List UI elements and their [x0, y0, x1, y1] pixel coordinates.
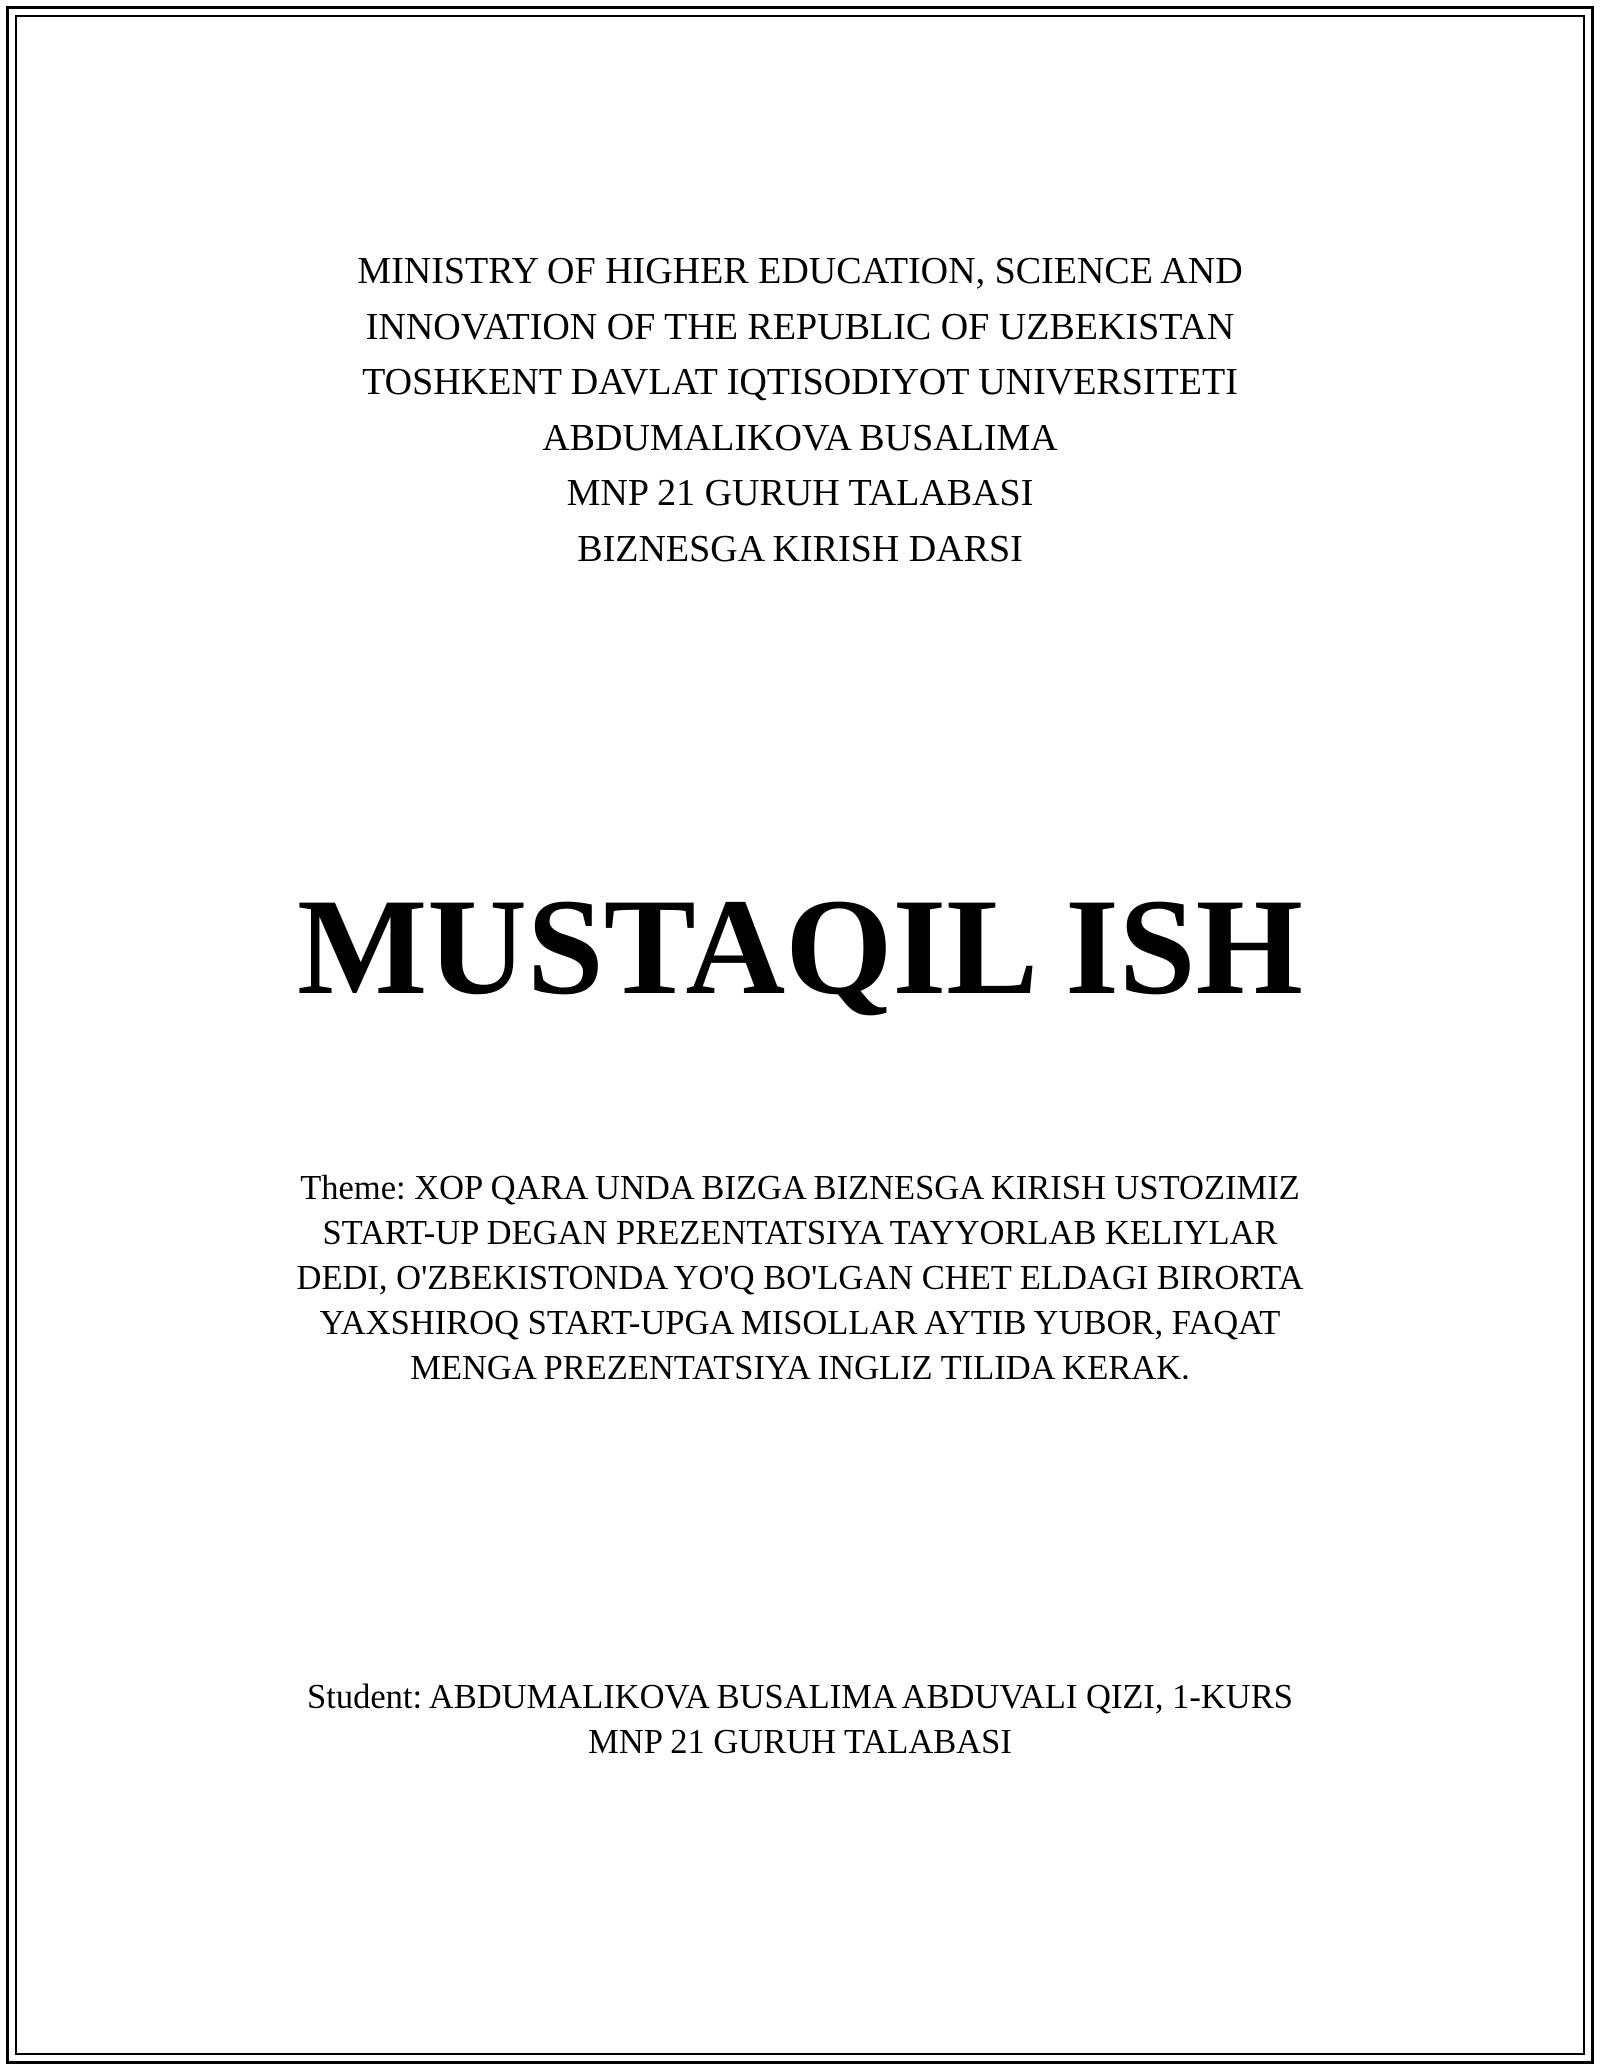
header-line-ministry-2: INNOVATION OF THE REPUBLIC OF UZBEKISTAN	[365, 305, 1235, 348]
theme-line-4: YAXSHIROQ START-UPGA MISOLLAR AYTIB YUBOR, FAQAT	[319, 1304, 1281, 1342]
theme-line-5: MENGA PREZENTATSIYA INGLIZ TILIDA KERAK.	[410, 1349, 1190, 1387]
header-line-ministry-1: MINISTRY OF HIGHER EDUCATION, SCIENCE AND	[357, 250, 1243, 292]
theme-line-1: Theme: XOP QARA UNDA BIZGA BIZNESGA KIRISH USTOZIMIZ	[300, 1169, 1300, 1207]
header-line-group: MNP 21 GURUH TALABASI	[566, 472, 1034, 514]
student-line-2: MNP 21 GURUH TALABASI	[588, 1723, 1012, 1761]
theme-section	[0, 1166, 1600, 1391]
institution-header	[0, 244, 1600, 577]
header-line-student-name: ABDUMALIKOVA BUSALIMA	[542, 416, 1058, 459]
header-line-course: BIZNESGA KIRISH DARSI	[577, 527, 1023, 570]
theme-line-2: START-UP DEGAN PREZENTATSIYA TAYYORLAB KELIYLAR	[322, 1214, 1278, 1252]
header-line-university: TOSHKENT DAVLAT IQTISODIYOT UNIVERSITETI	[362, 361, 1238, 403]
student-section	[0, 1675, 1600, 1765]
document-title: MUSTAQIL ISH	[297, 870, 1303, 1023]
student-line-1: Student: ABDUMALIKOVA BUSALIMA ABDUVALI QIZI, 1-KURS	[307, 1678, 1293, 1716]
theme-line-3: DEDI, O'ZBEKISTONDA YO'Q BO'LGAN CHET ELDAGI BIRORTA	[296, 1259, 1304, 1297]
